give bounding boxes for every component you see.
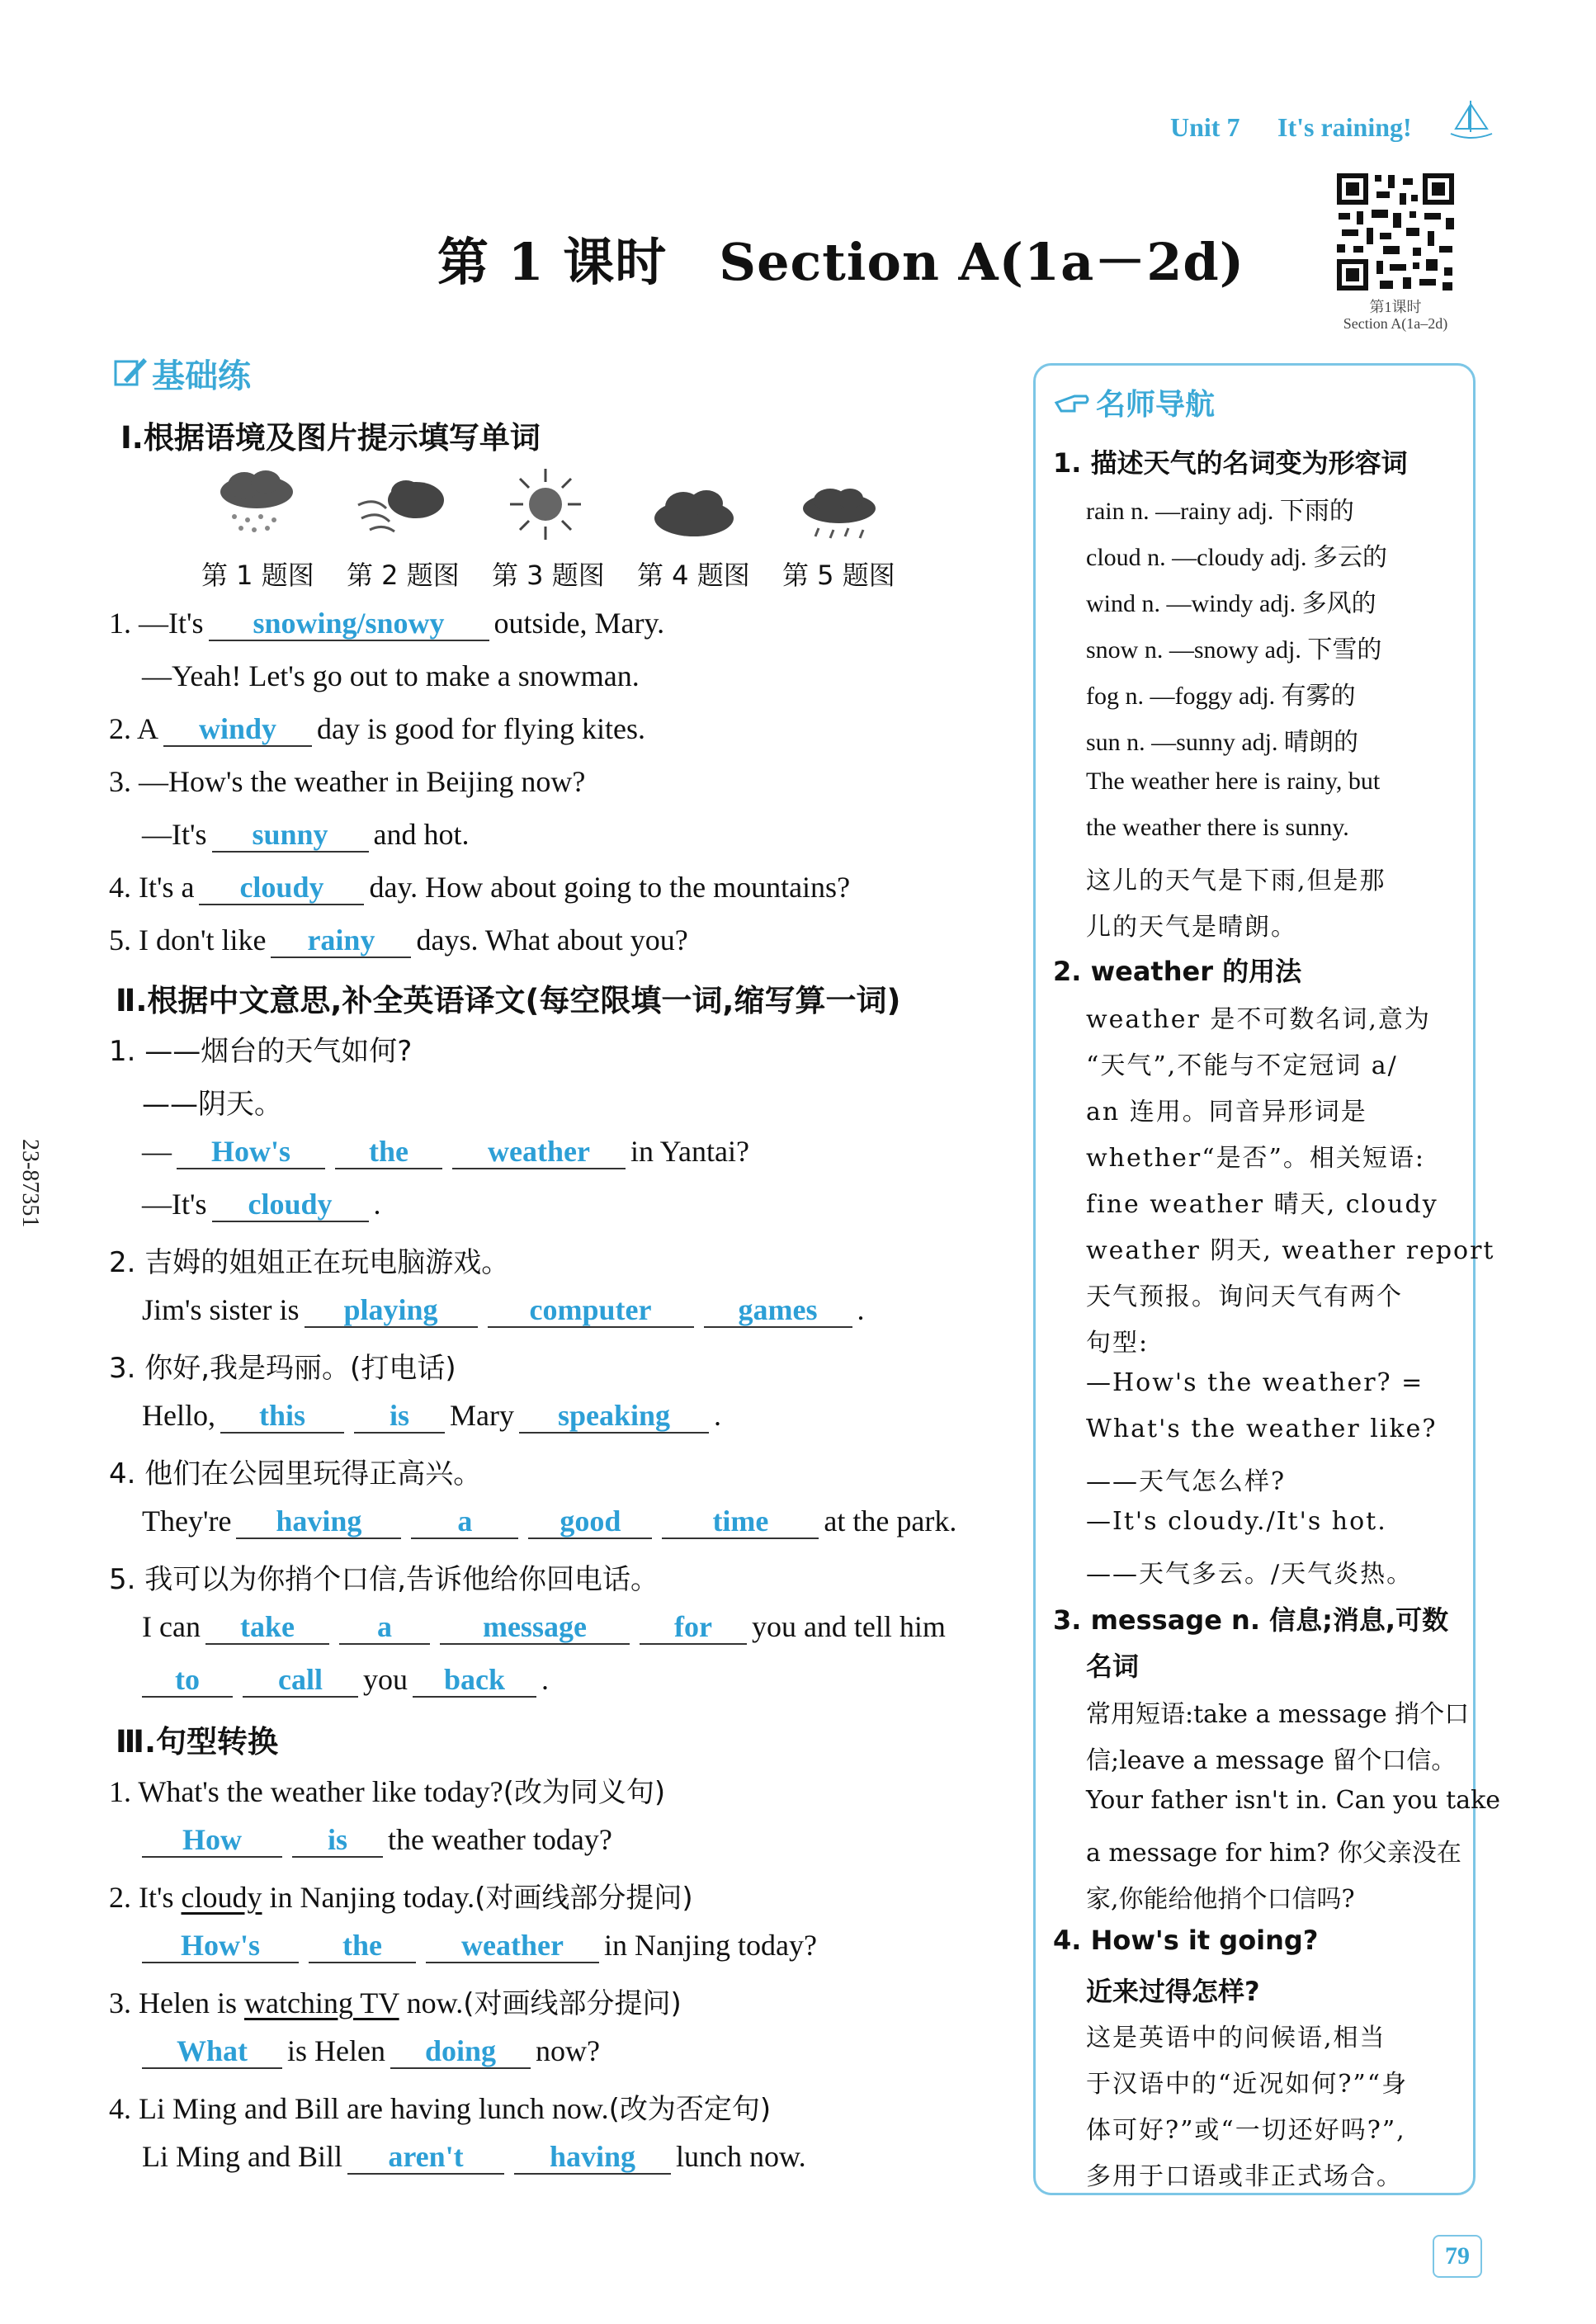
answer-blank[interactable]: back <box>413 1663 536 1698</box>
p3-q4: 4. Li Ming and Bill are having lunch now.(改为否定句) <box>109 2092 772 2126</box>
answer-blank[interactable]: a <box>411 1504 518 1539</box>
panel-s4-line: 这是英语中的问候语,相当 <box>1086 2024 1386 2052</box>
panel-s2-line: “天气”,不能与不定冠词 a/ <box>1086 1051 1398 1080</box>
p2-q4-en: They're having a good time at the park. <box>142 1504 957 1538</box>
panel-s2-line: ——天气怎么样? <box>1086 1467 1287 1496</box>
p1-q2: 2. A windy day is good for flying kites. <box>109 712 645 745</box>
p2-q2-en: Jim's sister is playing computer games . <box>142 1293 865 1326</box>
p1-q1-reply: —Yeah! Let's go out to make a snowman. <box>142 659 640 692</box>
panel-s4-line: 体可好?”或“一切还好吗?”, <box>1086 2116 1406 2145</box>
answer-blank[interactable]: weather <box>452 1135 626 1169</box>
panel-s2-line: 天气预报。询问天气有两个 <box>1086 1282 1403 1311</box>
rain-cloud-icon <box>794 484 885 546</box>
answer-blank[interactable]: What <box>142 2034 282 2069</box>
qr-code[interactable] <box>1334 170 1457 294</box>
answer-blank[interactable]: computer <box>488 1293 694 1328</box>
p1-q3: 3. —How's the weather in Beijing now? <box>109 765 586 798</box>
answer-blank[interactable]: for <box>640 1610 747 1645</box>
caption-1: 第 1 题图 <box>201 560 314 591</box>
answer-blank[interactable]: windy <box>163 712 312 747</box>
answer-blank[interactable]: to <box>142 1663 233 1698</box>
panel-s2-line: fine weather 晴天, cloudy <box>1086 1190 1438 1219</box>
answer-blank[interactable]: the <box>335 1135 442 1169</box>
panel-s2-line: 句型: <box>1086 1329 1150 1358</box>
answer-blank[interactable]: time <box>662 1504 819 1539</box>
panel-s1-row: snow n. —snowy adj. 下雪的 <box>1086 636 1382 664</box>
page-number: 79 <box>1433 2235 1482 2278</box>
section-label: 基础练 <box>152 357 251 395</box>
answer-blank[interactable]: having <box>236 1504 401 1539</box>
panel-s1-row: sun n. —sunny adj. 晴朗的 <box>1086 729 1358 756</box>
answer-blank[interactable]: good <box>528 1504 652 1539</box>
p3-q1: 1. What's the weather like today?(改为同义句) <box>109 1775 666 1809</box>
answer-blank[interactable]: a <box>339 1610 430 1645</box>
panel-s2-line: weather 阴天, weather report <box>1086 1236 1495 1265</box>
page-title: 第 1 课时 Section A(1a－2d) <box>437 232 1245 292</box>
panel-s2-line: —It's cloudy./It's hot. <box>1086 1507 1387 1536</box>
snow-cloud-icon <box>211 469 302 535</box>
panel-s1-row: rain n. —rainy adj. 下雨的 <box>1086 498 1354 525</box>
sun-icon <box>508 467 583 541</box>
p1-q3-reply: —It's sunny and hot. <box>142 818 470 851</box>
answer-blank[interactable]: is <box>354 1399 445 1434</box>
panel-s3-line: 家,你能给他捎个口信吗? <box>1086 1885 1355 1914</box>
p1-q5: 5. I don't like rainy days. What about you? <box>109 923 688 957</box>
cloud-icon <box>649 482 739 540</box>
p3-q2: 2. It's cloudy in Nanjing today.(对画线部分提问) <box>109 1881 693 1915</box>
panel-s3-head2: 名词 <box>1086 1651 1140 1682</box>
caption-5: 第 5 题图 <box>782 560 895 591</box>
p2-q1-reply: —It's cloudy . <box>142 1188 381 1221</box>
panel-s4-line: 于汉语中的“近况如何?”“身 <box>1086 2070 1409 2099</box>
panel-s1-example: the weather there is sunny. <box>1086 814 1349 841</box>
p2-q1-zh2: ——阴天。 <box>142 1088 282 1121</box>
panel-s1-translation: 儿的天气是晴朗。 <box>1086 913 1297 942</box>
pointing-hand-icon <box>1053 388 1091 416</box>
p2-q3-zh: 3. 你好,我是玛丽。(打电话) <box>109 1352 456 1385</box>
panel-s2-line: weather 是不可数名词,意为 <box>1086 1005 1431 1034</box>
p2-q3-en: Hello, this is Mary speaking . <box>142 1399 721 1432</box>
unit-title: It's raining! <box>1277 112 1412 142</box>
answer-blank[interactable]: games <box>704 1293 852 1328</box>
panel-s3-line: Your father isn't in. Can you take <box>1086 1786 1501 1815</box>
panel-s4-head2: 近来过得怎样? <box>1086 1976 1260 2007</box>
p3-q3-ans: What is Helen doing now? <box>142 2034 600 2069</box>
p2-q1-en: — How's the weather in Yantai? <box>142 1135 749 1168</box>
side-code: 23-87351 <box>17 1139 43 1228</box>
answer-blank[interactable]: weather <box>426 1929 599 1963</box>
pencil-icon <box>112 355 149 388</box>
panel-s1-translation: 这儿的天气是下雨,但是那 <box>1086 867 1386 895</box>
panel-s2-line: whether“是否”。相关短语: <box>1086 1144 1426 1173</box>
answer-blank[interactable]: this <box>220 1399 344 1434</box>
panel-title: 名师导航 <box>1096 388 1216 422</box>
p3-q4-ans: Li Ming and Bill aren't having lunch now. <box>142 2140 806 2173</box>
p3-q3: 3. Helen is watching TV now.(对画线部分提问) <box>109 1986 682 2020</box>
qr-caption-line2: Section A(1a–2d) <box>1343 315 1448 332</box>
panel-s4-head: 4. How's it going? <box>1053 1925 1319 1956</box>
qr-caption-line1: 第1课时 <box>1369 299 1422 315</box>
answer-blank[interactable]: call <box>243 1663 358 1698</box>
p2-q1-zh1: 1. ——烟台的天气如何? <box>109 1035 413 1068</box>
answer-blank[interactable]: playing <box>305 1293 478 1328</box>
answer-blank[interactable]: aren't <box>347 2140 504 2175</box>
answer-blank[interactable]: How's <box>177 1135 325 1169</box>
panel-s1-example: The weather here is rainy, but <box>1086 768 1381 795</box>
panel-s2-head: 2. weather 的用法 <box>1053 956 1302 987</box>
answer-blank[interactable]: is <box>292 1823 383 1858</box>
p1-q4: 4. It's a cloudy day. How about going to the mountains? <box>109 871 851 904</box>
p1-q1: 1. —It's snowing/snowy outside, Mary. <box>109 607 665 640</box>
answer-blank[interactable]: the <box>309 1929 416 1963</box>
unit-label: Unit 7 <box>1170 112 1240 142</box>
part3-heading: Ⅲ.句型转换 <box>116 1724 279 1760</box>
answer-blank[interactable]: message <box>440 1610 630 1645</box>
panel-s3-head: 3. message n. 信息;消息,可数 <box>1053 1604 1449 1636</box>
answer-blank[interactable]: sunny <box>212 818 369 853</box>
answer-blank[interactable]: rainy <box>271 923 411 958</box>
part1-heading: Ⅰ.根据语境及图片提示填写单词 <box>120 420 541 456</box>
answer-blank[interactable]: snowing/snowy <box>209 607 489 641</box>
caption-3: 第 3 题图 <box>492 560 605 591</box>
answer-blank[interactable]: speaking <box>519 1399 709 1434</box>
p2-q4-zh: 4. 他们在公园里玩得正高兴。 <box>109 1457 482 1490</box>
panel-s1-row: cloud n. —cloudy adj. 多云的 <box>1086 544 1387 571</box>
p3-q2-ans: How's the weather in Nanjing today? <box>142 1928 817 1963</box>
p2-q5-en1: I can take a message for you and tell him <box>142 1610 946 1643</box>
panel-s1-row: wind n. —windy adj. 多风的 <box>1086 590 1376 617</box>
p3-q1-ans: How is the weather today? <box>142 1822 612 1858</box>
answer-blank[interactable]: cloudy <box>212 1188 369 1222</box>
answer-blank[interactable]: How's <box>142 1929 299 1963</box>
panel-s1-row: fog n. —foggy adj. 有雾的 <box>1086 683 1356 710</box>
sailboat-icon <box>1446 96 1495 145</box>
answer-blank[interactable]: having <box>514 2140 671 2175</box>
panel-s3-line: 常用短语:take a message 捎个口 <box>1086 1700 1470 1729</box>
panel-s2-line: ——天气多云。/天气炎热。 <box>1086 1560 1414 1589</box>
panel-s2-line: an 连用。同音异形词是 <box>1086 1098 1367 1127</box>
panel-s2-line: —How's the weather? = <box>1086 1368 1424 1397</box>
answer-blank[interactable]: cloudy <box>199 871 364 905</box>
caption-4: 第 4 题图 <box>637 560 750 591</box>
panel-s2-line: What's the weather like? <box>1086 1415 1438 1443</box>
part2-heading: Ⅱ.根据中文意思,补全英语译文(每空限填一词,缩写算一词) <box>116 983 901 1018</box>
answer-blank[interactable]: How <box>142 1823 282 1858</box>
p2-q2-zh: 2. 吉姆的姐姐正在玩电脑游戏。 <box>109 1246 510 1279</box>
panel-s3-line: a message for him? 你父亲没在 <box>1086 1839 1461 1868</box>
panel-s4-line: 多用于口语或非正式场合。 <box>1086 2162 1403 2191</box>
answer-blank[interactable]: take <box>205 1610 329 1645</box>
panel-s3-line: 信;leave a message 留个口信。 <box>1086 1746 1457 1775</box>
answer-blank[interactable]: doing <box>390 2034 531 2069</box>
panel-s1-head: 1. 描述天气的名词变为形容词 <box>1053 447 1408 479</box>
wind-cloud-icon <box>353 472 452 538</box>
p2-q5-en2: to call you back . <box>142 1662 549 1698</box>
p2-q5-zh: 5. 我可以为你捎个口信,告诉他给你回电话。 <box>109 1563 659 1596</box>
caption-2: 第 2 题图 <box>347 560 460 591</box>
